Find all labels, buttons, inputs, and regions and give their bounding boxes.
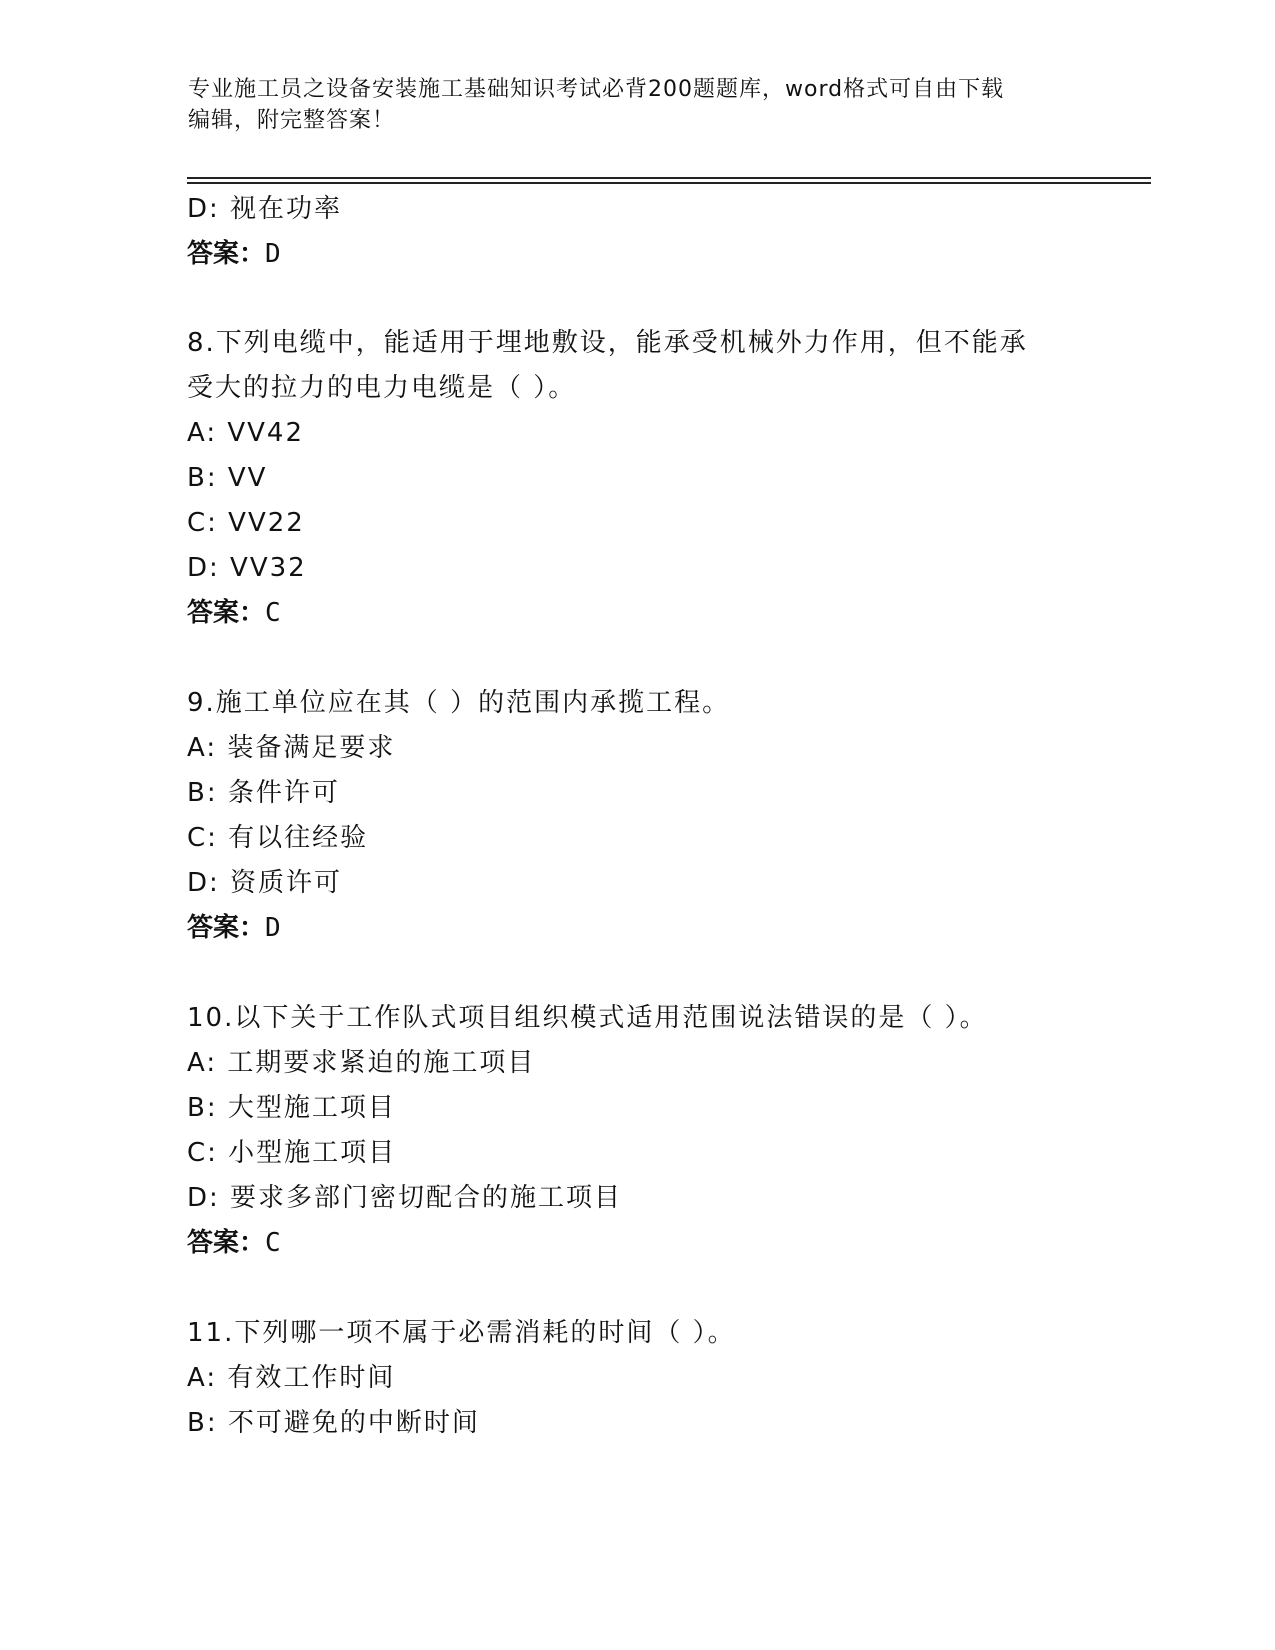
q8-option-c: C: VV22 [187, 508, 305, 538]
q10-option-b: B: 大型施工项目 [187, 1093, 396, 1123]
q9-option-a: A: 装备满足要求 [187, 733, 396, 763]
q7-answer [187, 237, 281, 271]
q11-question-line-1: 11.下列哪一项不属于必需消耗的时间（ ）。 [187, 1318, 736, 1348]
q9-option-c: C: 有以往经验 [187, 823, 369, 853]
answer-value: C [265, 598, 281, 628]
q10-question-line-1: 10.以下关于工作队式项目组织模式适用范围说法错误的是（ ）。 [187, 1003, 988, 1033]
document-header [188, 74, 1088, 136]
q11-option-a: A: 有效工作时间 [187, 1363, 396, 1393]
q9-option-b: B: 条件许可 [187, 778, 340, 808]
answer-label: 答案： [187, 1228, 266, 1258]
q10-option-a: A: 工期要求紧迫的施工项目 [187, 1048, 536, 1078]
q8-option-a: A: VV42 [187, 418, 305, 448]
answer-label: 答案： [187, 598, 266, 628]
q9-option-d: D: 资质许可 [187, 868, 343, 898]
q8-option-b: B: VV [187, 463, 268, 493]
header-line-2: 编辑，附完整答案！ [188, 108, 396, 133]
answer-value: D [265, 239, 281, 269]
q8-option-d: D: VV32 [187, 553, 307, 583]
q8-question-line-1: 8.下列电缆中，能适用于埋地敷设，能承受机械外力作用，但不能承 [187, 328, 1028, 358]
answer-value: D [265, 913, 281, 943]
q9-answer [187, 911, 281, 945]
answer-label: 答案： [187, 913, 266, 943]
q9-question-line-1: 9.施工单位应在其（ ）的范围内承揽工程。 [187, 688, 731, 718]
header-divider-top [187, 177, 1151, 179]
q10-option-c: C: 小型施工项目 [187, 1138, 397, 1168]
answer-label: 答案： [187, 239, 266, 269]
header-divider-bottom [187, 182, 1151, 184]
q8-question-line-2: 受大的拉力的电力电缆是（ ）。 [187, 373, 577, 403]
q10-option-d: D: 要求多部门密切配合的施工项目 [187, 1183, 623, 1213]
q10-answer [187, 1226, 281, 1260]
q11-option-b: B: 不可避免的中断时间 [187, 1408, 480, 1438]
answer-value: C [265, 1228, 281, 1258]
q7-option-d: D: 视在功率 [187, 194, 343, 224]
q8-answer [187, 596, 281, 630]
header-line-1: 专业施工员之设备安装施工基础知识考试必背200题题库，word格式可自由下载 [188, 77, 1005, 102]
